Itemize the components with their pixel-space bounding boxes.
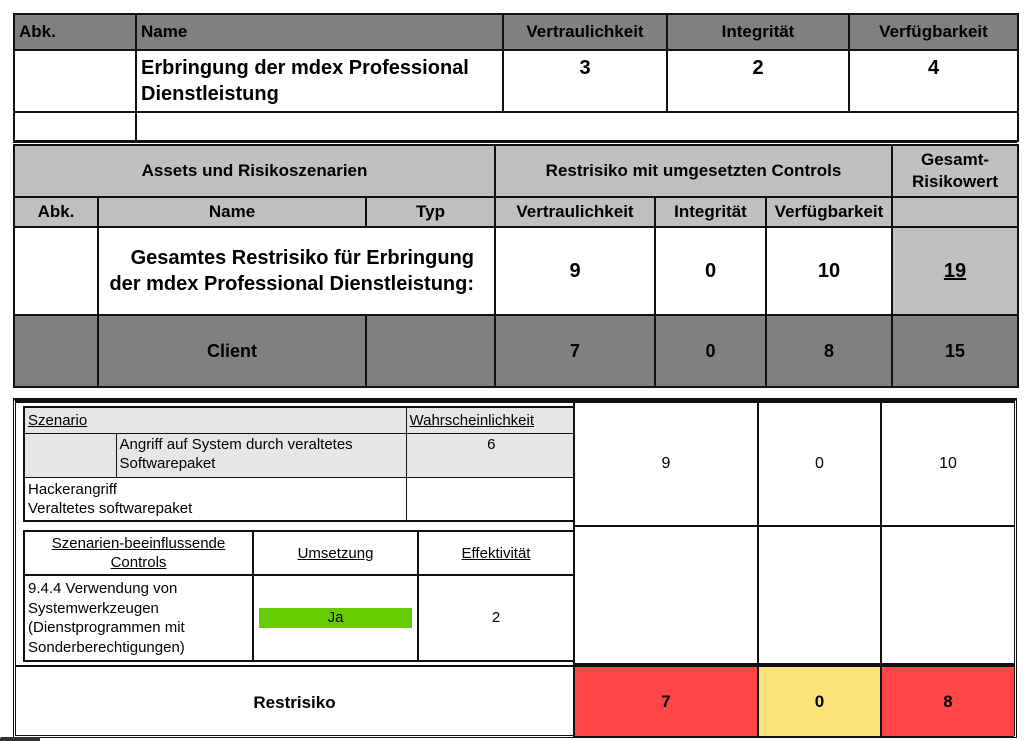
client-row	[14, 315, 1018, 387]
total-verfuegbarkeit: 10	[766, 227, 892, 315]
scenario-risk-vertraulichkeit: 9	[573, 403, 757, 527]
scenario-label: Szenario	[28, 411, 88, 429]
sub-header-gesamt	[892, 197, 1018, 227]
total-label: Gesamtes Restrisiko für Erbringung der mdex Professional Dienstleistung:	[98, 227, 495, 315]
restrisiko-vertraulichkeit: 7	[573, 665, 757, 738]
client-integritaet: 0	[655, 315, 766, 387]
client-name: Client	[98, 315, 366, 387]
divider	[13, 140, 1017, 143]
summary-table	[13, 144, 1019, 388]
group-header-restrisiko: Restrisiko mit umgesetzten Controls	[495, 145, 892, 197]
scrollbar-corner	[0, 737, 40, 741]
sub-header-abk: Abk.	[14, 197, 98, 227]
empty-row	[14, 112, 1018, 141]
header-name: Name	[136, 14, 503, 50]
scenario-table	[23, 406, 578, 522]
total-integritaet: 0	[655, 227, 766, 315]
scenario-header	[24, 407, 406, 433]
control-effektivitaet: 2	[418, 575, 574, 661]
sub-header-integritaet: Integrität	[655, 197, 766, 227]
scenario-tag: Hackerangriff	[28, 480, 117, 498]
scenario-tags-row	[24, 477, 577, 521]
client-abk	[14, 315, 98, 387]
client-verfuegbarkeit: 8	[766, 315, 892, 387]
empty-cell	[136, 112, 1018, 141]
probability-label: Wahrscheinlichkeit	[409, 411, 535, 429]
asset-name: Erbringung der mdex Professional Dienstleistung	[136, 50, 503, 112]
scenario-description: Angriff auf System durch veraltetes Softwarepaket	[116, 433, 406, 477]
control-name: 9.4.4 Verwendung von Systemwerkzeugen (Dienstprogrammen mit Sonderberechtigungen)	[24, 575, 253, 661]
group-header-row	[14, 145, 1018, 197]
asset-vertraulichkeit: 3	[503, 50, 667, 112]
client-gesamt: 15	[892, 315, 1018, 387]
scenario-tag: Veraltetes softwarepaket	[28, 499, 193, 517]
group-header-assets: Assets und Risikoszenarien	[14, 145, 495, 197]
scenario-blank	[24, 433, 116, 477]
scenario-probability: 6	[406, 433, 577, 477]
client-typ	[366, 315, 495, 387]
asset-header-row	[14, 14, 1018, 50]
restrisiko-verfuegbarkeit: 8	[880, 665, 1014, 738]
controls-header-row	[24, 531, 574, 575]
total-gesamt-link[interactable]: 19	[892, 227, 1018, 315]
control-risk-blank	[757, 527, 880, 665]
restrisiko-label: Restrisiko	[16, 665, 573, 738]
header-verfuegbarkeit: Verfügbarkeit	[849, 14, 1018, 50]
control-risk-blank	[573, 527, 757, 665]
scenario-header-row	[24, 407, 577, 433]
total-row	[14, 227, 1018, 315]
header-abk: Abk.	[14, 14, 136, 50]
sub-header-name: Name	[98, 197, 366, 227]
controls-header-umsetzung: Umsetzung	[253, 531, 418, 575]
asset-integritaet: 2	[667, 50, 849, 112]
probability-header	[406, 407, 577, 433]
header-integritaet: Integrität	[667, 14, 849, 50]
sub-header-row	[14, 197, 1018, 227]
sub-header-verfuegbarkeit: Verfügbarkeit	[766, 197, 892, 227]
control-risk-blank	[880, 527, 1014, 665]
asset-abk	[14, 50, 136, 112]
scenario-row	[24, 433, 577, 477]
client-vertraulichkeit: 7	[495, 315, 655, 387]
restrisiko-integritaet: 0	[757, 665, 880, 738]
asset-table	[13, 13, 1019, 142]
controls-header-effektivitaet: Effektivität	[418, 531, 574, 575]
scenario-tags-blank	[406, 477, 577, 521]
total-abk	[14, 227, 98, 315]
scenario-detail-panel	[13, 398, 1017, 738]
empty-cell	[14, 112, 136, 141]
control-row	[24, 575, 574, 661]
controls-table	[23, 530, 575, 662]
asset-verfuegbarkeit: 4	[849, 50, 1018, 112]
scenario-risk-verfuegbarkeit: 10	[880, 403, 1014, 527]
scenario-risk-integritaet: 0	[757, 403, 880, 527]
scenario-tags	[24, 477, 406, 521]
sub-header-vertraulichkeit: Vertraulichkeit	[495, 197, 655, 227]
total-vertraulichkeit: 9	[495, 227, 655, 315]
asset-row	[14, 50, 1018, 112]
header-vertraulichkeit: Vertraulichkeit	[503, 14, 667, 50]
controls-header-name: Szenarien-beeinflussende Controls	[24, 531, 253, 575]
umsetzung-status-badge: Ja	[259, 608, 412, 628]
sub-header-typ: Typ	[366, 197, 495, 227]
group-header-gesamt: Gesamt-Risikowert	[892, 145, 1018, 197]
control-umsetzung	[253, 575, 418, 661]
